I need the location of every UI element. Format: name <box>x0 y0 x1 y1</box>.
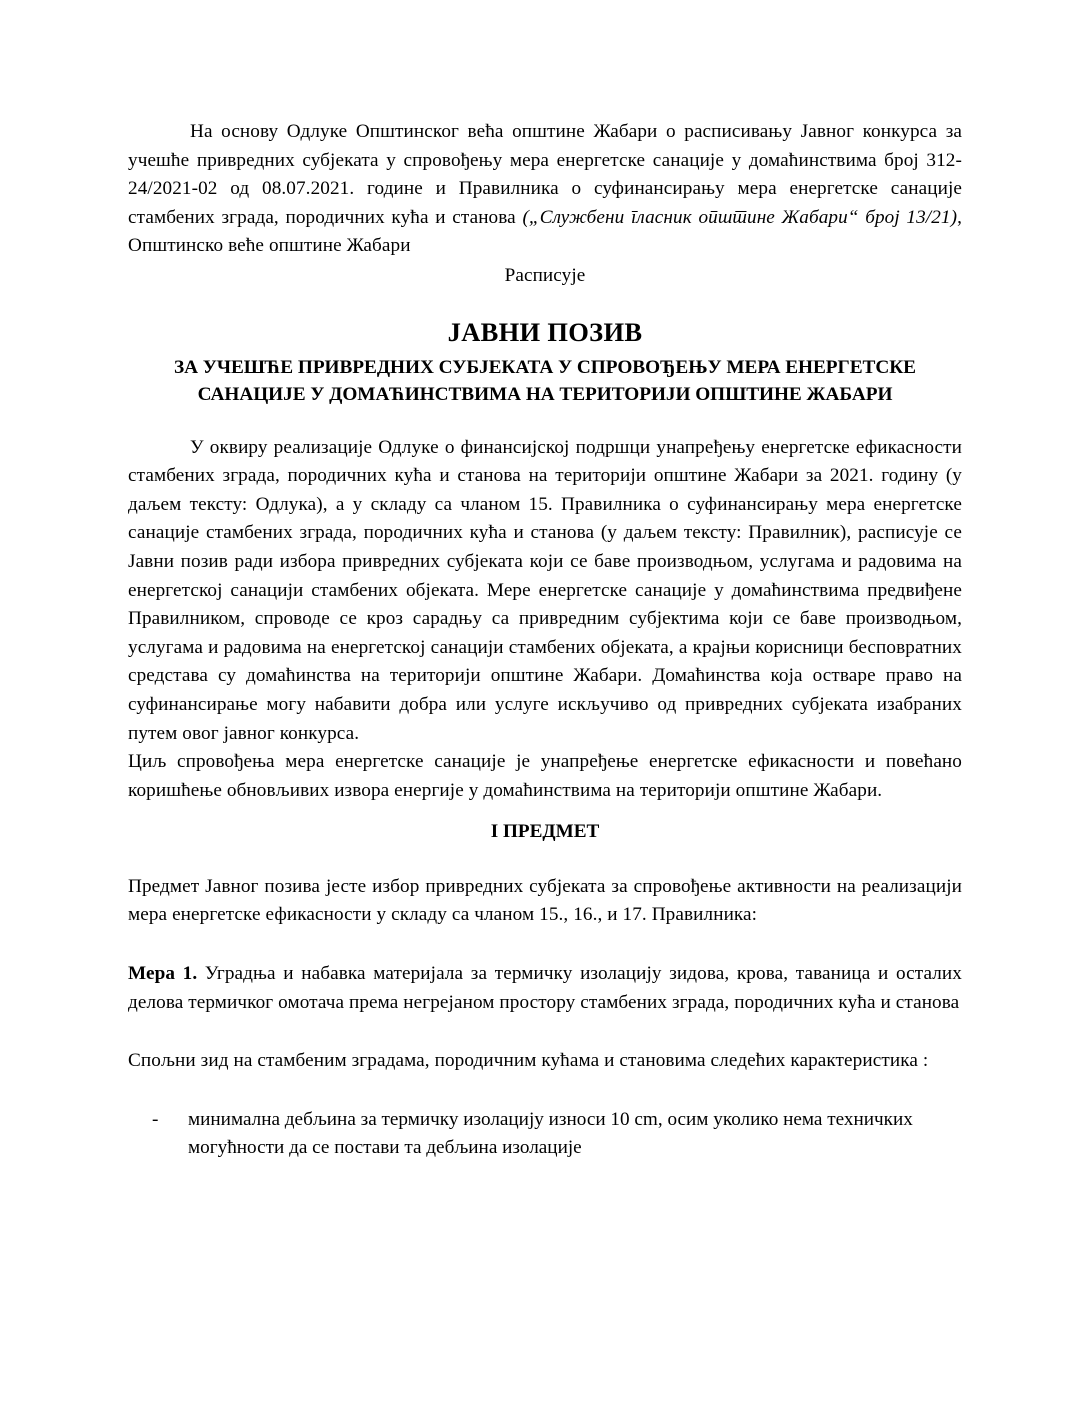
section-heading-predmet: I ПРЕДМЕТ <box>490 821 600 843</box>
body-paragraph-1: У оквиру реализације Одлуке о финансијској подршци унапређењу енергетске ефикасности стамбених зграда, породичних кућа и станова на територији општине Жабари за 2021. годину (у даљем тексту: Одлука), а у складу са чланом 15. Правилника о суфинансирању мера енергетске санације стамбених зграда, породичних кућа и станова (у даљем тексту: Правилник), расписује се Јавни позив ради избора привредних субјеката који се баве производњом, услугама и радовима на енергетској санацији стамбених објеката. Мере енергетске санације у домаћинствима предвиђене Правилником, спроводе се кроз сарадњу са привредним субјектима који се баве производњом, услугама и радовима на енергетској санацији стамбених објеката, а крајњи корисници бесповратних средстава су домаћинства на територији општине Жабари. Домаћинства која остваре право на суфинансирање могу набавити добра или услуге искључиво од привредних субјеката изабраних путем овог јавног конкурса. <box>128 436 962 744</box>
spacer-before-measure-1 <box>128 930 962 960</box>
preamble-citation: („Службени гласник општине Жабари“ број 13/21) <box>522 206 958 228</box>
bullet-dash-icon: - <box>152 1108 159 1130</box>
spacer-before-bullets <box>128 1076 962 1106</box>
preamble-text-part2: , Општинско веће општине Жабари <box>128 206 963 257</box>
list-item-text: минимална дебљина за термичку изолацију износи 10 cm, осим уколико нема техничких могућности да се постави та дебљина изолације <box>188 1108 913 1159</box>
measure-1-text: Уградња и набавка материјала за термичку изолацију зидова, крова, таваница и осталих делова термичког омотача према негрејаном простору стамбених зграда, породичних кућа и станова <box>128 963 962 1013</box>
spacer-before-section-1 <box>128 805 962 818</box>
body-paragraph-2: Циљ спровођења мера енергетске санације је унапређење енергетске ефикасности и повећано коришћење обновљивих извора енергије у домаћинствима на територији општине Жабари. <box>128 751 962 801</box>
document-body <box>128 118 962 1163</box>
page-subtitle-line-1: ЗА УЧЕШЋЕ ПРИВРЕДНИХ СУБЈЕКАТА У СПРОВОЂЕЊУ МЕРА ЕНЕРГЕТСКЕ <box>174 356 916 378</box>
decree-verb: Расписује <box>504 264 586 286</box>
measure-1-label: Мера 1. <box>128 963 198 985</box>
page-subtitle-line-2: САНАЦИЈЕ У ДОМАЋИНСТВИМА НА ТЕРИТОРИЈИ ОПШТИНЕ ЖАБАРИ <box>197 383 893 405</box>
body-paragraph-3: Предмет Јавног позива јесте избор привредних субјеката за спровођење активности на реализацији мера енергетске ефикасности у складу са чланом 15., 16., и 17. Правилника: <box>128 875 962 926</box>
spacer-after-section-1 <box>128 847 962 873</box>
characteristics-bullet-list <box>128 1106 962 1163</box>
measure-1-paragraph <box>128 960 962 1017</box>
page-title: ЈАВНИ ПОЗИВ <box>447 316 643 347</box>
spacer-before-paragraph-4 <box>128 1017 962 1047</box>
preamble-text-part1: На основу Одлуке Општинског већа општине Жабари о расписивању Јавног конкурса за учешће привредних субјеката у спровођењу мера енергетске санације у домаћинствима број 312-24/2021-02 од 08.07.2021. године и Правилника о суфинансирању мера енергетске санације стамбених зграда, породичних кућа и станова <box>128 121 962 228</box>
spacer-after-title <box>128 408 962 434</box>
body-paragraph-4: Спољни зид на стамбеним зградама, породичним кућама и становима следећих карактеристика : <box>128 1050 929 1072</box>
preamble-paragraph <box>128 118 962 261</box>
list-item <box>128 1106 962 1163</box>
